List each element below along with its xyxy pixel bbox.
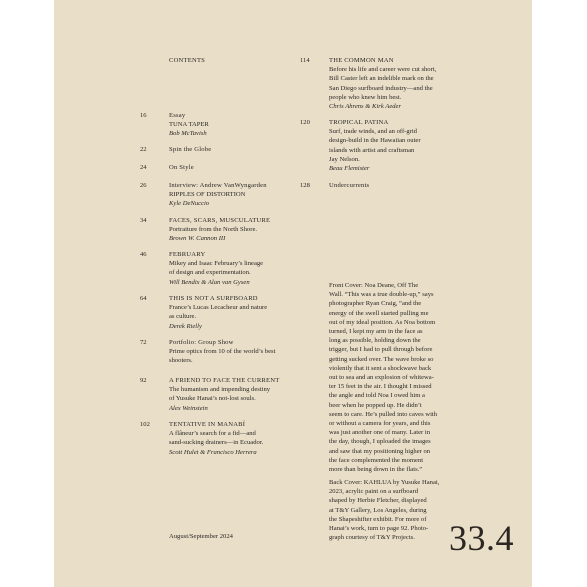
contents-left-entry — [169, 294, 267, 331]
contents-left-entry — [169, 250, 263, 287]
contents-right-page-number: 128 — [300, 182, 310, 189]
front-cover-line: the face complemented the moment — [329, 456, 424, 464]
contents-left-entry-line: RIPPLES OF DISTORTION — [169, 191, 246, 199]
front-cover-line: and saw that my positioning higher on — [329, 447, 431, 455]
contents-left-entry-line: Interview: Andrew VanWyngarden — [169, 182, 267, 189]
contents-heading: CONTENTS — [169, 57, 206, 64]
contents-left-entry — [169, 338, 275, 366]
contents-left-entry — [169, 376, 279, 413]
contents-left-entry-line: sand-sucking drainers—in Ecuador. — [169, 439, 264, 447]
contents-right-entry-line: Before his life and career were cut short, — [329, 66, 437, 74]
contents-left-entry-line: A FRIEND TO FACE THE CURRENT — [169, 377, 280, 384]
contents-right-page-number: 114 — [300, 57, 310, 64]
contents-left-page-number: 24 — [140, 164, 147, 171]
magazine-page — [54, 0, 532, 587]
contents-left-entry-byline: Will Bendix & Alan van Gysen — [169, 278, 250, 286]
contents-left-page-number: 16 — [140, 112, 147, 119]
front-cover-line: the day, though, I uploaded the images — [329, 438, 431, 446]
contents-left-entry-line: THIS IS NOT A SURFBOARD — [169, 295, 258, 302]
back-cover-line: the Shapeshifter exhibit. For more of — [329, 515, 427, 523]
front-cover-line: trigger, but I had to pull through before — [329, 346, 433, 354]
back-cover-line: Back Cover: KAHLUA by Yusuke Hanai, — [329, 479, 440, 486]
contents-left-entry-byline: Bob McTavish — [169, 130, 207, 138]
contents-left-page-number: 72 — [140, 339, 147, 346]
contents-right-entry-line: design-build in the Hawaiian outer — [329, 137, 421, 145]
front-cover-line: Front Cover: Noa Deane, Off The — [329, 282, 419, 289]
contents-left-page-number: 102 — [140, 421, 150, 428]
issue-date: August/September 2024 — [169, 533, 233, 540]
contents-left-entry-line: of Yusuke Hanai’s not-lost souls. — [169, 395, 256, 403]
contents-left-page-number: 46 — [140, 251, 147, 258]
contents-left-entry — [169, 181, 267, 209]
back-cover-line: graph courtesy of T&Y Projects. — [329, 534, 415, 542]
contents-right-entry-line: Jay Nelson. — [329, 155, 360, 163]
back-cover-line: Hanai’s work, turn to page 92. Photo- — [329, 525, 429, 533]
contents-right-entry-line: Surf, trade winds, and an off-grid — [329, 128, 417, 136]
contents-left-entry-byline: Alex Weinstein — [169, 404, 208, 412]
contents-left-entry-line: The humanism and impending destiny — [169, 386, 271, 394]
front-cover-line: seem to care. He’s pulled into caves with — [329, 410, 438, 418]
contents-left-entry-line: as culture. — [169, 313, 197, 321]
front-cover-line: energy of the swell started pulling me — [329, 309, 429, 317]
issue-number: 33.4 — [449, 518, 514, 558]
contents-right-entry-line: Bill Caster left an indelible mark on the — [329, 75, 434, 83]
contents-right-entry — [329, 181, 369, 190]
contents-left-entry-line: Essay — [169, 112, 186, 119]
front-cover-line: ter 15 feet in the air. I thought I missed — [329, 383, 432, 391]
contents-left-entry-line: TUNA TAPER — [169, 121, 209, 129]
contents-left-entry-byline: Brown W. Cannon III — [169, 235, 226, 243]
contents-left-entry-line: Prime optics from 10 of the world’s best — [169, 348, 276, 356]
contents-left-entry-byline: Derek Rielly — [169, 322, 202, 330]
back-cover-line: shaped by Herbie Fletcher, displayed — [329, 497, 427, 505]
contents-left-entry-line: TENTATIVE IN MANABÍ — [169, 421, 246, 428]
front-cover-line: out of my ideal position. As Noa bottom — [329, 318, 436, 326]
contents-left-entry-line: of design and experimentation. — [169, 269, 251, 277]
front-cover-line: violently that it sent a shockwave back — [329, 364, 432, 372]
front-cover-line: turned, I kept my arm in the face as — [329, 328, 423, 336]
back-cover-line: at T&Y Gallery, Los Angeles, during — [329, 506, 427, 514]
contents-left-entry — [169, 111, 209, 139]
front-cover-line: Wall. “This was a true double-up,” says — [329, 291, 434, 299]
contents-left-entry-line: Mikey and Isaac February’s lineage — [169, 260, 264, 268]
front-cover-line: out to sea and an explosion of whitewa- — [329, 374, 434, 382]
contents-left-entry-line: FACES, SCARS, MUSCULATURE — [169, 217, 271, 224]
contents-right-entry-line: San Diego surfboard industry—and the — [329, 84, 433, 92]
front-cover-caption — [329, 281, 437, 474]
contents-left-entry — [169, 145, 211, 154]
contents-right-entry-line: THE COMMON MAN — [329, 57, 394, 64]
contents-right-entry-line: people who knew him best. — [329, 93, 402, 101]
contents-right-entry-line: Undercurrents — [329, 182, 370, 189]
front-cover-line: more than being down in the flats.” — [329, 466, 423, 474]
contents-right-page-number: 120 — [300, 119, 310, 126]
front-cover-line: getting sucked over. The wave broke so — [329, 355, 434, 363]
contents-left-entry — [169, 163, 194, 172]
contents-right-entry-line: islands with artist and craftsman — [329, 146, 415, 154]
contents-left-entry-line: On Style — [169, 164, 194, 171]
contents-left-entry-line: FEBRUARY — [169, 251, 206, 258]
contents-right-entry-line: TROPICAL PATINA — [329, 119, 389, 126]
contents-left-page-number: 22 — [140, 146, 147, 153]
contents-right-entry-byline: Chris Ahrens & Kirk Aeder — [329, 103, 402, 111]
front-cover-line: photographer Ryan Craig, “and the — [329, 300, 422, 308]
back-cover-line: 2023, acrylic paint on a surfboard — [329, 488, 418, 496]
contents-right-entry — [329, 56, 436, 111]
back-cover-caption — [329, 478, 439, 542]
contents-left-page-number: 92 — [140, 377, 147, 384]
contents-left-entry-line: France’s Lucas Lecacheur and nature — [169, 304, 268, 312]
contents-left-page-number: 26 — [140, 182, 147, 189]
contents-left-page-number: 34 — [140, 217, 147, 224]
contents-left-entry — [169, 216, 270, 244]
contents-left-entry-line: Spin the Globe — [169, 146, 212, 153]
front-cover-line: beer when he popped up. He didn’t — [329, 401, 422, 409]
contents-right-entry-byline: Beau Flemister — [329, 165, 370, 173]
contents-left-entry-line: Portraiture from the North Shore. — [169, 226, 258, 234]
contents-left-entry-line: A flâneur’s search for a fid—and — [169, 430, 256, 438]
contents-right-entry — [329, 118, 421, 173]
front-cover-line: was just another one of many. Later in — [329, 429, 431, 437]
contents-left-entry-line: shooters. — [169, 357, 193, 365]
contents-left-page-number: 64 — [140, 295, 147, 302]
contents-left-entry-byline: Scott Hulet & Francisco Herrera — [169, 448, 257, 456]
front-cover-line: the angle and told Noa I owed him a — [329, 392, 425, 400]
contents-left-entry — [169, 420, 263, 457]
contents-left-entry-line: Portfolio: Group Show — [169, 339, 234, 346]
contents-left-entry-byline: Kyle DeNuccio — [169, 200, 210, 208]
front-cover-line: long as possible, holding down the — [329, 337, 421, 345]
front-cover-line: or without a camera for years, and this — [329, 420, 431, 428]
